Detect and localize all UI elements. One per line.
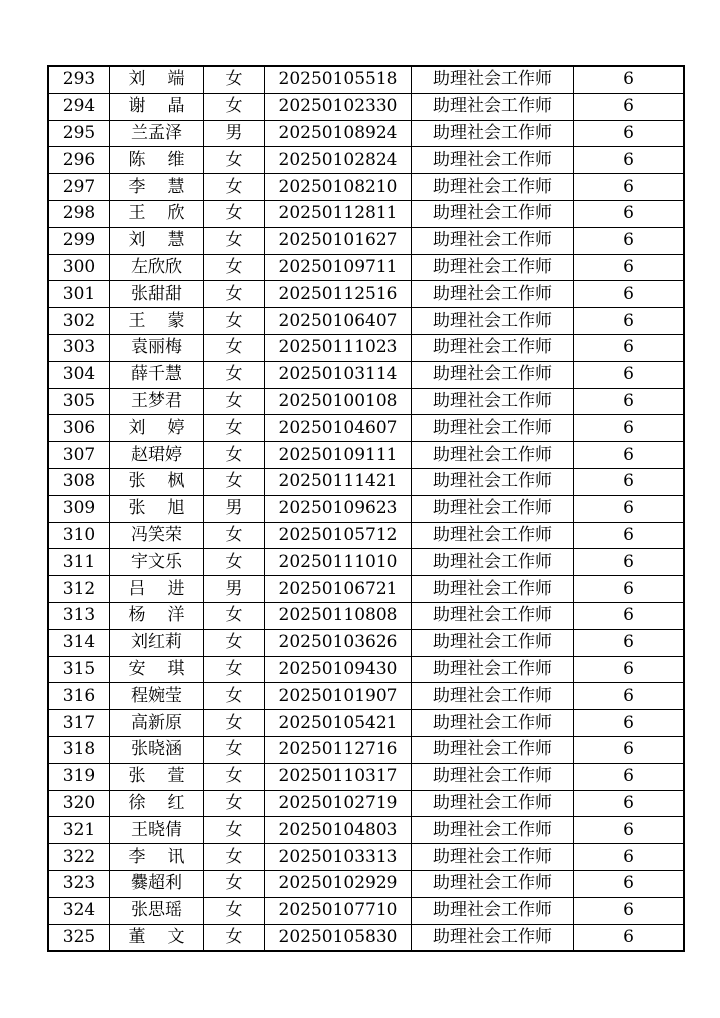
table-row [48,897,684,924]
gender-cell: 女 [204,442,265,469]
gender-cell: 男 [204,576,265,603]
level-cell: 6 [574,817,685,844]
name-text: 董 文 [128,926,185,947]
name-cell [110,361,204,388]
name-text: 袁丽梅 [131,337,182,358]
qualification-cell: 助理社会工作师 [412,442,574,469]
gender-cell: 女 [204,227,265,254]
gender-cell: 女 [204,522,265,549]
qualification-cell: 助理社会工作师 [412,468,574,495]
table-row [48,308,684,335]
gender-cell: 女 [204,763,265,790]
exam-id-cell: 20250101907 [265,683,412,710]
table-row [48,924,684,951]
exam-id-cell: 20250112811 [265,200,412,227]
qualification-cell: 助理社会工作师 [412,522,574,549]
gender-cell: 男 [204,120,265,147]
gender-cell: 女 [204,308,265,335]
name-cell [110,897,204,924]
level-cell: 6 [574,495,685,522]
gender-cell: 男 [204,495,265,522]
name-cell [110,710,204,737]
name-cell [110,736,204,763]
row-number-cell: 294 [48,93,110,120]
exam-id-cell: 20250111023 [265,334,412,361]
row-number-cell: 306 [48,415,110,442]
qualification-cell: 助理社会工作师 [412,629,574,656]
qualification-cell: 助理社会工作师 [412,308,574,335]
row-number-cell: 316 [48,683,110,710]
level-cell: 6 [574,254,685,281]
qualification-cell: 助理社会工作师 [412,683,574,710]
table-row [48,174,684,201]
name-cell [110,763,204,790]
row-number-cell: 305 [48,388,110,415]
table-row [48,576,684,603]
level-cell: 6 [574,442,685,469]
gender-cell: 女 [204,388,265,415]
table-row [48,763,684,790]
name-cell [110,602,204,629]
name-cell [110,93,204,120]
level-cell: 6 [574,710,685,737]
level-cell: 6 [574,281,685,308]
qualification-cell: 助理社会工作师 [412,897,574,924]
level-cell: 6 [574,308,685,335]
row-number-cell: 298 [48,200,110,227]
exam-id-cell: 20250107710 [265,897,412,924]
name-text: 刘 婷 [128,417,185,438]
level-cell: 6 [574,120,685,147]
level-cell: 6 [574,790,685,817]
name-text: 吕 进 [128,578,185,599]
name-text: 刘 慧 [128,230,185,251]
qualification-cell: 助理社会工作师 [412,66,574,93]
row-number-cell: 320 [48,790,110,817]
name-text: 刘红莉 [131,632,182,653]
level-cell: 6 [574,924,685,951]
exam-id-cell: 20250105712 [265,522,412,549]
name-text: 王梦君 [131,390,182,411]
row-number-cell: 319 [48,763,110,790]
level-cell: 6 [574,93,685,120]
qualification-cell: 助理社会工作师 [412,174,574,201]
row-number-cell: 297 [48,174,110,201]
name-cell [110,334,204,361]
exam-id-cell: 20250112516 [265,281,412,308]
gender-cell: 女 [204,870,265,897]
name-cell [110,629,204,656]
exam-id-cell: 20250101627 [265,227,412,254]
name-text: 张晓涵 [131,739,182,760]
exam-id-cell: 20250112716 [265,736,412,763]
table-row [48,227,684,254]
level-cell: 6 [574,334,685,361]
row-number-cell: 317 [48,710,110,737]
roster-table [47,65,685,952]
gender-cell: 女 [204,549,265,576]
row-number-cell: 302 [48,308,110,335]
name-cell [110,66,204,93]
qualification-cell: 助理社会工作师 [412,495,574,522]
row-number-cell: 323 [48,870,110,897]
row-number-cell: 318 [48,736,110,763]
row-number-cell: 307 [48,442,110,469]
name-cell [110,174,204,201]
row-number-cell: 299 [48,227,110,254]
exam-id-cell: 20250104803 [265,817,412,844]
row-number-cell: 321 [48,817,110,844]
table-row [48,656,684,683]
name-text: 冯笑荣 [131,524,182,545]
table-row [48,388,684,415]
row-number-cell: 295 [48,120,110,147]
qualification-cell: 助理社会工作师 [412,388,574,415]
name-cell [110,924,204,951]
row-number-cell: 312 [48,576,110,603]
name-cell [110,120,204,147]
table-row [48,870,684,897]
name-cell [110,227,204,254]
row-number-cell: 304 [48,361,110,388]
name-text: 高新原 [131,712,182,733]
exam-id-cell: 20250105830 [265,924,412,951]
table-row [48,442,684,469]
name-cell [110,147,204,174]
name-text: 杨 洋 [128,605,185,626]
exam-id-cell: 20250109430 [265,656,412,683]
roster-table-body [48,66,684,951]
table-row [48,629,684,656]
name-text: 张 萱 [128,766,185,787]
name-text: 爨超利 [131,873,182,894]
name-cell [110,254,204,281]
exam-id-cell: 20250102330 [265,93,412,120]
qualification-cell: 助理社会工作师 [412,147,574,174]
name-cell [110,656,204,683]
name-cell [110,576,204,603]
row-number-cell: 314 [48,629,110,656]
gender-cell: 女 [204,790,265,817]
name-text: 李 讯 [128,846,185,867]
row-number-cell: 303 [48,334,110,361]
name-text: 王 欣 [128,203,185,224]
qualification-cell: 助理社会工作师 [412,817,574,844]
gender-cell: 女 [204,924,265,951]
exam-id-cell: 20250108210 [265,174,412,201]
table-row [48,522,684,549]
row-number-cell: 311 [48,549,110,576]
qualification-cell: 助理社会工作师 [412,334,574,361]
qualification-cell: 助理社会工作师 [412,120,574,147]
row-number-cell: 301 [48,281,110,308]
name-cell [110,281,204,308]
name-text: 王晓倩 [131,819,182,840]
name-cell [110,522,204,549]
table-row [48,683,684,710]
exam-id-cell: 20250111010 [265,549,412,576]
level-cell: 6 [574,656,685,683]
exam-id-cell: 20250110808 [265,602,412,629]
exam-id-cell: 20250104607 [265,415,412,442]
table-row [48,334,684,361]
exam-id-cell: 20250102824 [265,147,412,174]
row-number-cell: 325 [48,924,110,951]
name-cell [110,495,204,522]
row-number-cell: 324 [48,897,110,924]
table-row [48,120,684,147]
row-number-cell: 300 [48,254,110,281]
table-row [48,254,684,281]
table-row [48,495,684,522]
qualification-cell: 助理社会工作师 [412,656,574,683]
qualification-cell: 助理社会工作师 [412,549,574,576]
name-text: 王 蒙 [128,310,185,331]
name-text: 刘 端 [128,69,185,90]
qualification-cell: 助理社会工作师 [412,93,574,120]
table-row [48,415,684,442]
name-cell [110,442,204,469]
level-cell: 6 [574,468,685,495]
qualification-cell: 助理社会工作师 [412,710,574,737]
table-row [48,790,684,817]
table-row [48,817,684,844]
exam-id-cell: 20250109711 [265,254,412,281]
level-cell: 6 [574,522,685,549]
row-number-cell: 313 [48,602,110,629]
gender-cell: 女 [204,468,265,495]
exam-id-cell: 20250111421 [265,468,412,495]
row-number-cell: 322 [48,844,110,871]
exam-id-cell: 20250102719 [265,790,412,817]
level-cell: 6 [574,227,685,254]
exam-id-cell: 20250108924 [265,120,412,147]
table-row [48,93,684,120]
name-text: 谢 晶 [128,96,185,117]
table-row [48,66,684,93]
gender-cell: 女 [204,629,265,656]
qualification-cell: 助理社会工作师 [412,763,574,790]
table-row [48,736,684,763]
level-cell: 6 [574,629,685,656]
gender-cell: 女 [204,334,265,361]
row-number-cell: 309 [48,495,110,522]
name-cell [110,844,204,871]
gender-cell: 女 [204,897,265,924]
table-row [48,602,684,629]
gender-cell: 女 [204,93,265,120]
table-row [48,710,684,737]
row-number-cell: 296 [48,147,110,174]
level-cell: 6 [574,549,685,576]
level-cell: 6 [574,683,685,710]
gender-cell: 女 [204,710,265,737]
exam-id-cell: 20250110317 [265,763,412,790]
exam-id-cell: 20250109623 [265,495,412,522]
qualification-cell: 助理社会工作师 [412,870,574,897]
table-row [48,549,684,576]
level-cell: 6 [574,844,685,871]
exam-id-cell: 20250103626 [265,629,412,656]
gender-cell: 女 [204,817,265,844]
qualification-cell: 助理社会工作师 [412,200,574,227]
level-cell: 6 [574,576,685,603]
table-row [48,281,684,308]
exam-id-cell: 20250102929 [265,870,412,897]
qualification-cell: 助理社会工作师 [412,790,574,817]
row-number-cell: 310 [48,522,110,549]
name-text: 张 枫 [128,471,185,492]
exam-id-cell: 20250103313 [265,844,412,871]
name-text: 徐 红 [128,792,185,813]
qualification-cell: 助理社会工作师 [412,736,574,763]
level-cell: 6 [574,897,685,924]
exam-id-cell: 20250109111 [265,442,412,469]
name-cell [110,683,204,710]
qualification-cell: 助理社会工作师 [412,281,574,308]
table-row [48,147,684,174]
name-text: 兰孟泽 [131,122,182,143]
row-number-cell: 293 [48,66,110,93]
level-cell: 6 [574,361,685,388]
name-cell [110,388,204,415]
name-text: 张甜甜 [131,283,182,304]
roster-sheet [47,65,676,952]
exam-id-cell: 20250103114 [265,361,412,388]
table-row [48,468,684,495]
row-number-cell: 308 [48,468,110,495]
gender-cell: 女 [204,174,265,201]
level-cell: 6 [574,602,685,629]
exam-id-cell: 20250100108 [265,388,412,415]
name-text: 薛千慧 [131,364,182,385]
gender-cell: 女 [204,415,265,442]
qualification-cell: 助理社会工作师 [412,844,574,871]
qualification-cell: 助理社会工作师 [412,924,574,951]
gender-cell: 女 [204,66,265,93]
gender-cell: 女 [204,683,265,710]
level-cell: 6 [574,66,685,93]
level-cell: 6 [574,388,685,415]
level-cell: 6 [574,174,685,201]
exam-id-cell: 20250105421 [265,710,412,737]
level-cell: 6 [574,415,685,442]
qualification-cell: 助理社会工作师 [412,576,574,603]
gender-cell: 女 [204,361,265,388]
gender-cell: 女 [204,281,265,308]
level-cell: 6 [574,200,685,227]
exam-id-cell: 20250105518 [265,66,412,93]
name-text: 李 慧 [128,176,185,197]
gender-cell: 女 [204,147,265,174]
gender-cell: 女 [204,254,265,281]
name-text: 张思瑶 [131,900,182,921]
level-cell: 6 [574,147,685,174]
level-cell: 6 [574,763,685,790]
table-row [48,361,684,388]
exam-id-cell: 20250106407 [265,308,412,335]
row-number-cell: 315 [48,656,110,683]
gender-cell: 女 [204,656,265,683]
name-text: 程婉莹 [131,685,182,706]
level-cell: 6 [574,736,685,763]
table-row [48,844,684,871]
name-cell [110,468,204,495]
name-cell [110,817,204,844]
name-text: 张 旭 [128,498,185,519]
table-row [48,200,684,227]
qualification-cell: 助理社会工作师 [412,415,574,442]
name-text: 宇文乐 [131,551,182,572]
name-cell [110,200,204,227]
name-text: 陈 维 [128,149,185,170]
qualification-cell: 助理社会工作师 [412,602,574,629]
name-text: 安 琪 [128,658,185,679]
exam-id-cell: 20250106721 [265,576,412,603]
level-cell: 6 [574,870,685,897]
gender-cell: 女 [204,736,265,763]
qualification-cell: 助理社会工作师 [412,361,574,388]
gender-cell: 女 [204,844,265,871]
name-text: 左欣欣 [131,256,182,277]
name-cell [110,415,204,442]
name-cell [110,870,204,897]
qualification-cell: 助理社会工作师 [412,254,574,281]
gender-cell: 女 [204,200,265,227]
qualification-cell: 助理社会工作师 [412,227,574,254]
name-cell [110,549,204,576]
name-text: 赵珺婷 [131,444,182,465]
name-cell [110,308,204,335]
gender-cell: 女 [204,602,265,629]
name-cell [110,790,204,817]
